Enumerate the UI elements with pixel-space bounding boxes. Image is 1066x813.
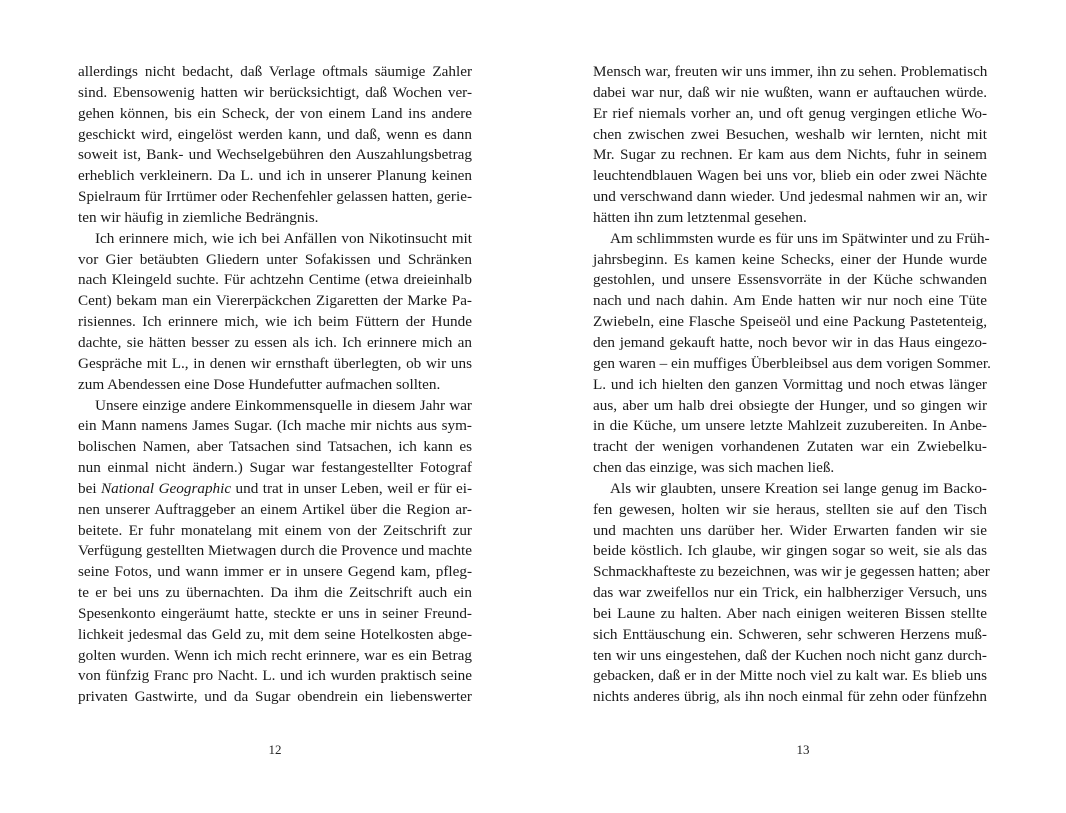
text-line: Mensch war, freuten wir uns immer, ihn zu sehen. Problematisch [593,63,988,80]
page-number: 13 [796,742,810,757]
text-line: gebacken, daß er in der Mitte noch viel zu kalt war. Es blieb uns [593,667,987,685]
text-line: bolischen Namen, aber Tatsachen sind Tatsachen, ich kann es [78,438,472,456]
text-line: ten wir häufig in ziemliche Bedrängnis. [78,208,319,226]
right-page-text [593,62,991,708]
text-line: beide köstlich. Ich glaube, wir gingen sogar so weit, sie als das [593,542,987,560]
text-line: fen gewesen, holten wir sie heraus, stellten sie auf den Tisch [593,500,987,518]
text-line: Spielraum für Irrtümer oder Rechenfehler gelassen hatten, gerie- [78,188,472,206]
text-line: nach und nach dahin. Am Ende hatten wir nur noch eine Tüte [593,292,987,310]
text-line: te er bei uns zu übernachten. Da ihm die Zeitschrift auch ein [78,584,472,602]
text-line: nen unserer Auftraggeber an einem Artikel über die Region ar- [78,500,472,518]
text-line: nun einmal nicht ändern.) Sugar war festangestellter Fotograf [78,459,472,477]
text-line: von fünfzig Franc pro Nacht. L. und ich wurden praktisch seine [78,667,472,685]
text-line: das war zweifellos nur ein Trick, ein halbherziger Versuch, uns [593,584,987,602]
text-line: golten wurden. Wenn ich mich recht erinnere, war es ein Betrag [78,646,472,664]
text-line: Am schlimmsten wurde es für uns im Spätwinter und zu Früh- [610,229,990,247]
text-line: L. und ich hielten den ganzen Vormittag und noch etwas länger [593,375,987,393]
text-line: jahrsbeginn. Es kamen keine Schecks, einer der Hunde wurde [593,250,987,268]
magazine-title: National Geographic [100,479,232,497]
text-line: gen waren – ein muffiges Überbleibsel aus dem vorigen Sommer. [593,354,991,372]
text-line: Gespräche mit L., in denen wir ernsthaft überlegten, ob wir uns [78,354,472,372]
text-line: und machten uns darüber her. Wider Erwarten fanden wir sie [593,521,987,539]
text-line: ein Mann namens James Sugar. (Ich mache mir nichts aus sym- [78,417,472,435]
text-line: soweit ist, Bank- und Wechselgebühren den Auszahlungsbetrag [78,146,472,164]
text-line: Ich erinnere mich, wie ich bei Anfällen von Nikotinsucht mit [95,229,472,247]
text-line: gehen können, bis ein Scheck, der von einem Land ins andere [78,104,472,122]
text-line: Als wir glaubten, unsere Kreation sei lange genug im Backo- [610,479,987,497]
text-line: nach Kleingeld suchte. Für achtzehn Centime (etwa dreieinhalb [78,271,472,289]
text-line: lichkeit jedesmal das Geld zu, mit dem seine Hotelkosten abge- [78,625,472,643]
text-line: geschickt wird, eingelöst werden kann, und daß, wenn es dann [78,125,472,143]
text-line: bei Laune zu halten. Aber nach einigen weiteren Bissen stellte [593,604,987,622]
text-line [78,479,472,500]
text-line: hätten ihn zum letztenmal gesehen. [593,208,807,226]
line-post: und trat in unser Leben, weil er für ei- [231,479,473,497]
text-line: sind. Ebensowenig hatten wir berücksichtigt, daß Wochen ver- [78,83,472,101]
text-line: Schmackhafteste zu bezeichnen, was wir je gegessen hatten; aber [593,563,990,581]
text-line: Mr. Sugar zu rechnen. Er kam aus dem Nichts, fuhr in seinem [593,146,987,164]
text-line: Zwiebeln, eine Flasche Speiseöl und eine Packung Pastetenteig, [593,313,987,331]
text-line: Er rief niemals vorher an, und oft genug vergingen etliche Wo- [593,104,987,122]
text-line: leuchtendblauen Wagen bei uns vor, blieb ein oder zwei Nächte [593,167,987,185]
text-line: beitete. Er fuhr monatelang mit einem von der Zeitschrift zur [78,521,472,539]
page-number: 12 [268,742,282,757]
text-line: dabei war nur, daß wir nie wußten, wann er auftauchen würde. [593,83,987,101]
text-line: zum Abendessen eine Dose Hundefutter aufmachen sollten. [78,375,441,393]
text-line: chen das einzige, was sich machen ließ. [593,459,835,477]
text-line: und verschwand dann wieder. Und jedesmal nahmen wir an, wir [593,188,987,206]
text-line: risiennes. Ich erinnere mich, wie ich beim Füttern der Hunde [78,313,472,331]
text-line: vor Gier betäubten Gliedern unter Sofakissen und Schränken [78,250,472,268]
text-line: ten wir uns eingestehen, daß der Kuchen noch nicht ganz durch- [593,646,987,664]
right-page [533,0,1066,813]
text-line: aus, aber um halb drei obsiegte der Hunger, und so gingen wir [593,396,987,414]
text-line: gestohlen, und unsere Essensvorräte in der Küche schwanden [593,271,987,289]
text-line: sich Enttäuschung ein. Schweren, sehr schweren Herzens muß- [593,625,987,643]
text-line: dachte, sie hätten besser zu essen als ich. Ich erinnere mich an [78,333,472,351]
text-line: seine Fotos, und wann immer er in unsere Gegend kam, pfleg- [78,563,472,581]
text-line: tracht der wenigen vorhandenen Zutaten war ein Zwiebelku- [593,438,987,456]
text-line: erheblich verkleinern. Da L. und ich in unserer Planung keinen [78,167,472,185]
text-line: Unsere einzige andere Einkommensquelle in diesem Jahr war [95,396,472,414]
text-line: privaten Gastwirte, und da Sugar obendrein ein liebenswerter [78,688,472,706]
left-page-text [78,62,472,708]
text-line: Cent) bekam man ein Viererpäckchen Zigaretten der Marke Pa- [78,292,472,310]
text-line: den jemand gekauft hatte, noch bevor wir in das Haus eingezo- [593,333,987,351]
text-line: nichts anderes übrig, als ihn noch einmal für zehn oder fünfzehn [593,688,987,706]
text-line: Spesenkonto eingeräumt hatte, steckte er uns in seiner Freund- [78,604,472,622]
text-line: allerdings nicht bedacht, daß Verlage oftmals säumige Zahler [78,63,472,80]
line-pre: bei [78,479,101,497]
text-line: Verfügung gestellten Mietwagen durch die Provence und machte [78,542,472,560]
text-line: in die Küche, um unsere letzte Mahlzeit zuzubereiten. In Anbe- [593,417,987,435]
text-line: chen zwischen zwei Besuchen, weshalb wir lernten, nicht mit [593,125,987,143]
